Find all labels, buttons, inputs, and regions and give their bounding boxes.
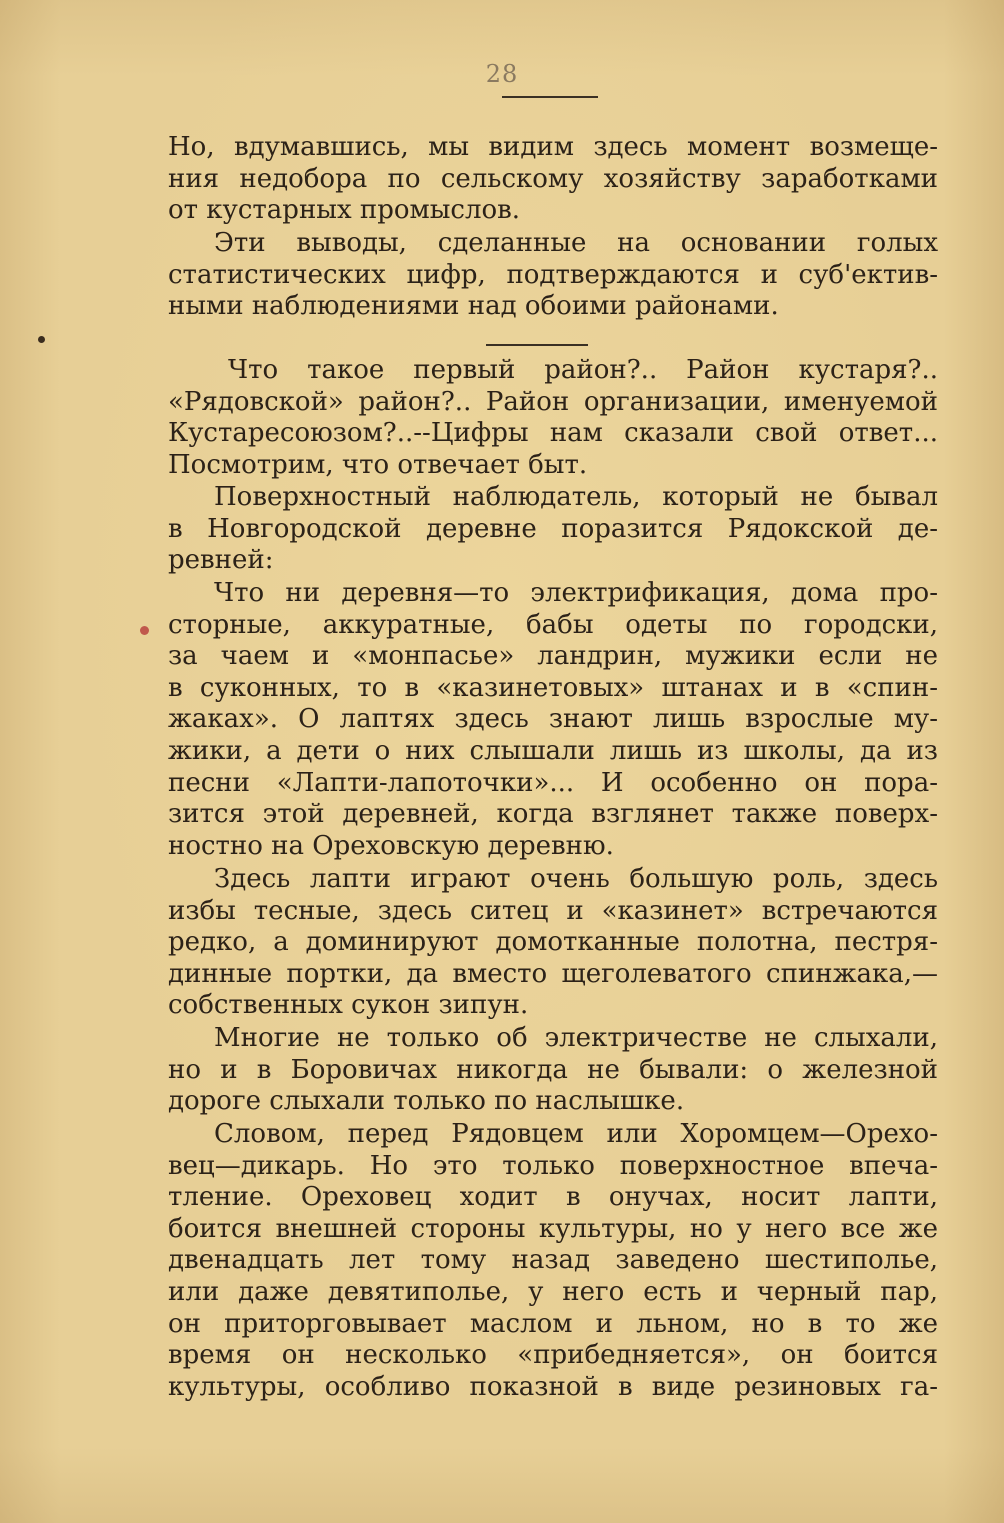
page-number: 28 — [485, 60, 519, 88]
text-line: ревней: — [168, 545, 274, 576]
paragraph-1 — [168, 132, 938, 227]
text-line: песни «Лапти-лапоточки»... И особенно он пора- — [168, 767, 938, 798]
text-line: Что ни деревня—то электрификация, дома про- — [214, 578, 938, 608]
text-line: Но, вдумавшись, мы видим здесь момент возмеще- — [168, 132, 938, 162]
ink-speck — [140, 626, 149, 635]
paragraph-3 — [168, 355, 938, 481]
text-line: Словом, перед Рядовцем или Хоромцем—Орехо- — [214, 1119, 938, 1149]
text-line: Посмотрим, что отвечает быт. — [168, 449, 588, 480]
text-line: статистических цифр, подтверждаются и суб'ектив- — [168, 259, 938, 290]
text-line: Что такое первый район?.. Район кустаря?.. — [228, 355, 938, 385]
text-line: ния недобора по сельскому хозяйству заработками — [168, 163, 938, 194]
paragraph-8 — [168, 1119, 938, 1403]
text-line: жаках». О лаптях здесь знают лишь взрослые му- — [168, 704, 938, 735]
text-line: вец—дикарь. Но это только поверхностное впеча- — [168, 1150, 938, 1181]
text-line: боится внешней стороны культуры, но у него все же — [168, 1213, 938, 1244]
text-line: редко, а доминируют домотканные полотна, пестря- — [168, 927, 938, 958]
text-line: дороге слыхали только по наслышке. — [168, 1086, 685, 1117]
section-divider — [486, 344, 588, 346]
text-line: динные портки, да вместо щеголеватого спинжака,— — [168, 958, 938, 989]
text-line: Кустаресоюзом?..--Цифры нам сказали свой ответ... — [168, 418, 938, 449]
paragraph-7 — [168, 1023, 938, 1118]
text-line: от кустарных промыслов. — [168, 195, 521, 226]
text-line: ными наблюдениями над обоими районами. — [168, 291, 779, 322]
text-line: «Рядовской» район?.. Район организации, именуемой — [168, 386, 938, 417]
text-line: культуры, особливо показной в виде резиновых га- — [168, 1371, 938, 1402]
text-line: жики, а дети о них слышали лишь из школы, да из — [168, 735, 938, 766]
header-rule — [502, 96, 598, 98]
text-line: в Новгородской деревне поразится Рядокской де- — [168, 513, 938, 544]
text-line: собственных сукон зипун. — [168, 990, 529, 1021]
text-line: избы тесные, здесь ситец и «казинет» встречаются — [168, 895, 938, 926]
text-line: зится этой деревней, когда взглянет также поверх- — [168, 799, 938, 830]
text-line: тление. Ореховец ходит в онучах, носит лапти, — [168, 1182, 938, 1213]
text-line: Эти выводы, сделанные на основании голых — [214, 228, 938, 258]
text-line: сторные, аккуратные, бабы одеты по городски, — [168, 609, 938, 640]
paragraph-4 — [168, 482, 938, 577]
text-line: или даже девятиполье, у него есть и черный пар, — [168, 1276, 938, 1307]
text-line: Здесь лапти играют очень большую роль, здесь — [214, 864, 938, 894]
paragraph-2 — [168, 228, 938, 323]
text-line: в суконных, то в «казинетовых» штанах и в «спин- — [168, 672, 938, 703]
paragraph-5 — [168, 578, 938, 862]
text-line: он приторговывает маслом и льном, но в то же — [168, 1308, 938, 1339]
paragraph-6 — [168, 864, 938, 1022]
text-line: но и в Боровичах никогда не бывали: о железной — [168, 1054, 938, 1085]
text-line: Поверхностный наблюдатель, который не бывал — [214, 482, 938, 512]
text-line: время он несколько «прибедняется», он боится — [168, 1340, 938, 1371]
text-line: Многие не только об электричестве не слыхали, — [214, 1023, 938, 1053]
ink-speck — [38, 336, 45, 343]
text-line: двенадцать лет тому назад заведено шестиполье, — [168, 1245, 938, 1276]
text-line: ностно на Ореховскую деревню. — [168, 830, 614, 861]
text-line: за чаем и «монпасье» ландрин, мужики если не — [168, 641, 938, 672]
